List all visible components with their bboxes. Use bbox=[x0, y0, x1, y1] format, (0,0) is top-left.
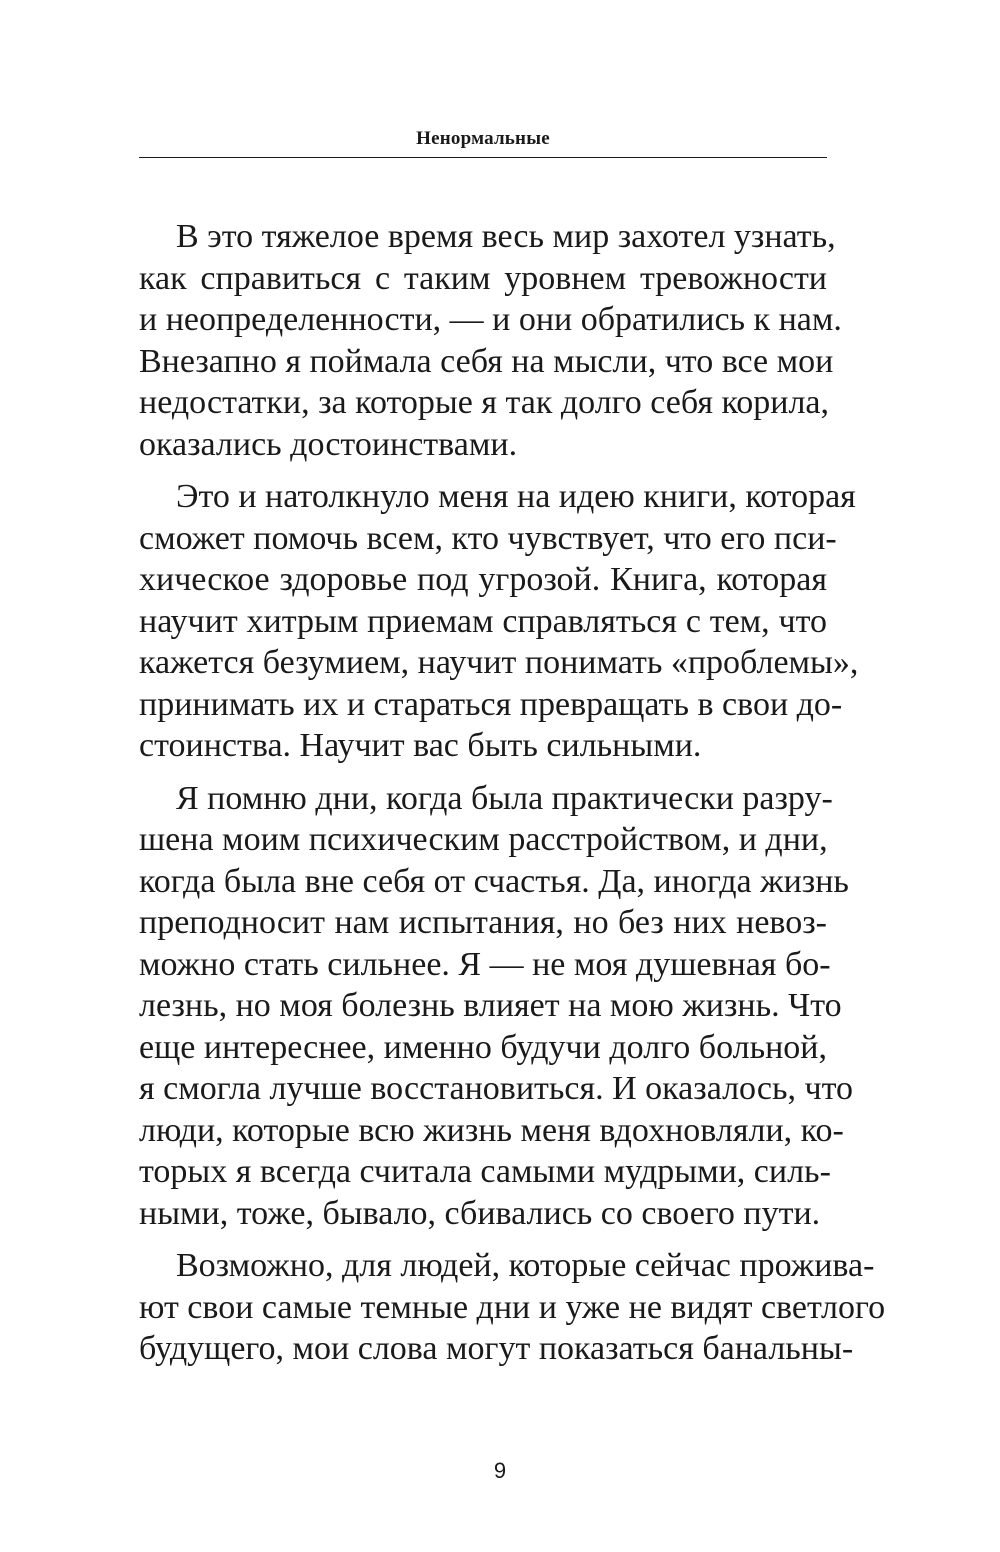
paragraph-3 bbox=[139, 778, 853, 1235]
text-line: преподносит нам испытания, но без них невоз- bbox=[139, 904, 827, 941]
text-line: принимать их и стараться превращать в свои до- bbox=[139, 685, 843, 723]
text-line: хическое здоровье под угрозой. Книга, которая bbox=[139, 561, 827, 598]
paragraph-1 bbox=[139, 216, 842, 465]
text-line: шена моим психическим расстройством, и дни, bbox=[139, 821, 828, 858]
text-line: Я помню дни, когда была практически разру- bbox=[176, 779, 833, 817]
paragraph-4 bbox=[139, 1245, 886, 1370]
text-line: В это тяжелое время весь мир захотел узнать, bbox=[176, 218, 836, 255]
text-line: Это и натолкнуло меня на идею книги, которая bbox=[176, 478, 856, 515]
text-line: стоинства. Научит вас быть сильными. bbox=[139, 727, 702, 764]
text-line: кажется безумием, научит понимать «проблемы», bbox=[139, 644, 859, 681]
text-line: сможет помочь всем, кто чувствует, что его пси- bbox=[139, 519, 837, 557]
text-line: будущего, мои слова могут показаться банальны- bbox=[139, 1330, 854, 1367]
text-line: и неопределенности, — и они обратились к нам. bbox=[139, 301, 842, 338]
text-line: я смогла лучше восстановиться. И оказалось, что bbox=[139, 1070, 853, 1107]
text-line: Внезапно я поймала себя на мысли, что все мои bbox=[139, 342, 834, 380]
text-line: научит хитрым приемам справляться с тем, что bbox=[139, 602, 827, 640]
text-line: как справиться с таким уровнем тревожности bbox=[139, 259, 827, 297]
text-line: лезнь, но моя болезнь влияет на мою жизнь. Что bbox=[139, 987, 842, 1024]
body-text bbox=[139, 216, 886, 1381]
text-line: Возможно, для людей, которые сейчас прожива- bbox=[176, 1247, 875, 1284]
text-line: торых я всегда считала самыми мудрыми, силь- bbox=[139, 1153, 831, 1190]
page-number: 9 bbox=[493, 1458, 507, 1483]
text-line: можно стать сильнее. Я — не моя душевная бо- bbox=[139, 945, 831, 983]
text-line: недостатки, за которые я так долго себя корила, bbox=[139, 384, 830, 421]
text-line: когда была вне себя от счастья. Да, иногда жизнь bbox=[139, 862, 849, 900]
text-line: ют свои самые темные дни и уже не видят светлого bbox=[139, 1288, 886, 1326]
text-line: люди, которые всю жизнь меня вдохновляли, ко- bbox=[139, 1111, 844, 1149]
header-rule bbox=[139, 157, 827, 158]
text-line: еще интереснее, именно будучи долго больной, bbox=[139, 1028, 827, 1066]
text-line: ными, тоже, бывало, сбивались со своего пути. bbox=[139, 1194, 821, 1232]
text-line: оказались достоинствами. bbox=[139, 425, 518, 463]
paragraph-2 bbox=[139, 476, 859, 767]
running-head: Ненормальные bbox=[416, 128, 550, 149]
